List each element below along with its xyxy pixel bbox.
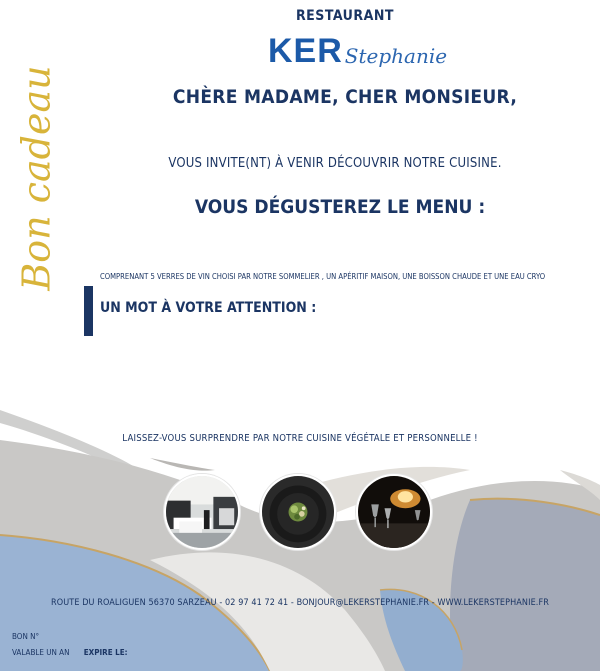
attention-label: UN MOT À VOTRE ATTENTION : <box>100 300 317 316</box>
invitation-text: VOUS INVITE(NT) À VENIR DÉCOUVRIR NOTRE CUISINE. <box>168 156 502 171</box>
accent-bar <box>84 286 93 336</box>
greeting: CHÈRE MADAME, CHER MONSIEUR, <box>172 86 518 108</box>
tagline: LAISSEZ-VOUS SURPRENDRE PAR NOTRE CUISINE VÉGÉTALE ET PERSONNELLE ! <box>122 433 478 444</box>
voucher-side-title: Bon cadeau <box>15 65 59 291</box>
validity-label: VALABLE UN AN <box>12 648 70 657</box>
expiry-label: EXPIRE LE: <box>83 648 128 657</box>
voucher-number-label: BON N° <box>12 632 40 641</box>
fireplace-glasses-photo <box>356 474 432 550</box>
brand-subtitle: RESTAURANT <box>295 8 394 24</box>
brand-name-bold: KER <box>268 32 343 70</box>
contact-address: ROUTE DU ROALIGUEN 56370 SARZEAU - 02 97 41 72 41 - BONJOUR@LEKERSTEPHANIE.FR - WWW.LEKERSTEPHANIE.FR <box>51 598 549 608</box>
menu-details: COMPRENANT 5 VERRES DE VIN CHOISI PAR NOTRE SOMMELIER , UN APÉRITIF MAISON, UNE BOISSON CHAUDE ET UNE EAU CRYO <box>100 272 546 281</box>
plated-dish-photo <box>260 474 336 550</box>
brand-name-script: Stephanie <box>344 44 448 68</box>
dining-room-photo <box>164 474 240 550</box>
brand-logo <box>268 28 447 68</box>
menu-heading: VOUS DÉGUSTEREZ LE MENU : <box>194 196 486 218</box>
validity-line <box>12 648 128 657</box>
